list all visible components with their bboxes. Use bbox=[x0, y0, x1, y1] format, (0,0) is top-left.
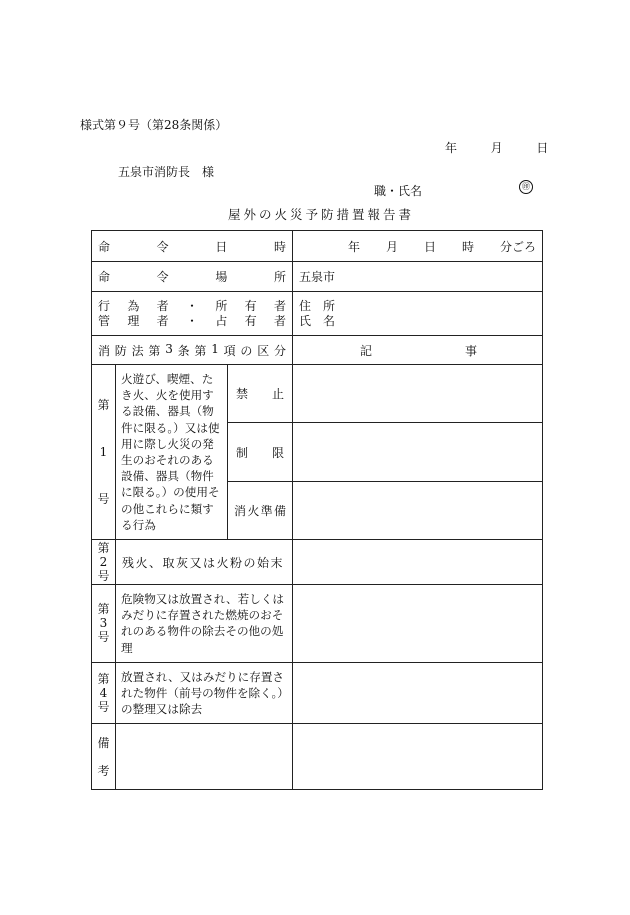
signer-label: 職・氏名 bbox=[374, 184, 423, 198]
date-unit: 年 bbox=[348, 239, 361, 254]
label-char: 2 bbox=[99, 555, 108, 570]
label-char: 事 bbox=[465, 343, 478, 358]
item2-value[interactable] bbox=[293, 540, 543, 585]
label-char: 第 bbox=[97, 602, 110, 617]
label-char: 考 bbox=[97, 763, 110, 778]
item4-description: 放置され、又はみだりに存置された物件（前号の物件を除く。）の整理又は除去 bbox=[116, 662, 293, 724]
label-char: 第 bbox=[97, 541, 110, 556]
record-header bbox=[293, 336, 543, 365]
item3-description: 危険物又は放置され、若しくはみだりに存置された燃焼のおそれのある物件の除去その他の処理 bbox=[116, 585, 293, 663]
item1-prohibit-value[interactable] bbox=[293, 365, 543, 423]
label-char: 者 bbox=[156, 313, 169, 328]
label-char: 時 bbox=[274, 239, 287, 254]
remarks-label bbox=[92, 724, 116, 790]
item1-extinguish-value[interactable] bbox=[293, 481, 543, 539]
report-date bbox=[445, 139, 548, 156]
remarks-extra-value[interactable] bbox=[293, 724, 543, 790]
label-char: 日 bbox=[215, 239, 228, 254]
label-char: 号 bbox=[97, 569, 110, 584]
date-month-label: 月 bbox=[490, 141, 503, 155]
item2-row bbox=[92, 540, 543, 585]
label-char: 占 bbox=[215, 313, 228, 328]
label-char: 備 bbox=[273, 503, 286, 518]
label-char: 制 bbox=[236, 445, 249, 460]
label-char: 第 bbox=[97, 672, 110, 687]
label-char: ・ bbox=[185, 298, 198, 313]
label-char: 第 bbox=[97, 398, 110, 413]
date-unit: 時 bbox=[461, 239, 474, 254]
persons-value[interactable] bbox=[293, 292, 543, 336]
label-char: 行 bbox=[98, 298, 111, 313]
name-label: 氏 名 bbox=[299, 313, 336, 328]
label-char: 備 bbox=[97, 735, 110, 750]
label-char: 分 bbox=[274, 343, 287, 358]
label-char: 禁 bbox=[236, 387, 249, 402]
label-char: 4 bbox=[99, 686, 108, 701]
label-char: 3 bbox=[165, 341, 173, 356]
label-char: 1 bbox=[211, 341, 219, 356]
item4-label bbox=[92, 662, 116, 724]
item3-label bbox=[92, 585, 116, 663]
label-char: 為 bbox=[127, 298, 140, 313]
label-char: 1 bbox=[99, 445, 108, 460]
date-unit: 月 bbox=[386, 239, 399, 254]
label-char: ・ bbox=[185, 313, 198, 328]
label-char: 第 bbox=[194, 343, 207, 358]
label-char: 有 bbox=[244, 298, 257, 313]
form-number: 様式第９号（第28条関係） bbox=[80, 118, 228, 132]
label-char: 号 bbox=[97, 492, 110, 507]
label-char: 令 bbox=[156, 270, 169, 284]
label-char: 者 bbox=[273, 313, 286, 328]
label-char: 者 bbox=[156, 298, 169, 313]
order-place-value[interactable]: 五泉市 bbox=[293, 262, 543, 292]
label-char: 条 bbox=[177, 343, 190, 358]
date-unit: 分ごろ bbox=[499, 239, 536, 254]
label-char: 管 bbox=[98, 313, 111, 328]
label-char: 者 bbox=[273, 298, 286, 313]
label-char: 準 bbox=[260, 503, 273, 518]
item1-description: 火遊び、喫煙、たき火、火を使用する設備、器具（物件に限る。）又は使用に際し火災の発生のおそれのある設備、器具（物件に限る。）の使用その他これらに類する行為 bbox=[116, 365, 228, 540]
label-char: 火 bbox=[247, 503, 260, 518]
label-char: 3 bbox=[99, 616, 108, 631]
label-char: 区 bbox=[257, 343, 270, 358]
label-char: 防 bbox=[114, 343, 127, 358]
order-date-row bbox=[92, 231, 543, 262]
persons-row bbox=[92, 292, 543, 336]
item1-label bbox=[92, 365, 116, 540]
item3-value[interactable] bbox=[293, 585, 543, 663]
item1-restrict-value[interactable] bbox=[293, 423, 543, 481]
date-year-label: 年 bbox=[445, 141, 458, 155]
address-label: 住 所 bbox=[299, 298, 336, 313]
label-char: 法 bbox=[131, 343, 144, 358]
label-char: 令 bbox=[156, 239, 169, 254]
order-date-label bbox=[92, 231, 293, 262]
label-char: 項 bbox=[223, 343, 236, 358]
item2-label bbox=[92, 540, 116, 585]
label-char: 有 bbox=[244, 313, 257, 328]
label-char: 限 bbox=[272, 445, 285, 460]
remarks-value[interactable] bbox=[116, 724, 293, 790]
label-char: 消 bbox=[98, 343, 111, 358]
section-header-label bbox=[92, 336, 293, 365]
item4-row bbox=[92, 662, 543, 724]
label-char: 所 bbox=[215, 298, 228, 313]
label-char: 消 bbox=[234, 503, 247, 518]
item1-row-prohibit bbox=[92, 365, 543, 423]
item1-extinguish-label bbox=[228, 481, 293, 539]
order-place-row bbox=[92, 262, 543, 292]
label-char: 場 bbox=[215, 270, 228, 284]
label-char: 命 bbox=[98, 239, 111, 254]
order-place-label bbox=[92, 262, 293, 292]
remarks-row bbox=[92, 724, 543, 790]
label-char: 止 bbox=[272, 387, 285, 402]
item2-description: 残火、取灰又は火粉の始末 bbox=[116, 540, 293, 585]
report-table bbox=[91, 230, 543, 790]
label-char: の bbox=[240, 343, 253, 358]
label-char: 理 bbox=[127, 313, 140, 328]
document-title: 屋外の火災予防措置報告書 bbox=[228, 207, 415, 222]
item1-prohibit-label bbox=[228, 365, 293, 423]
persons-label bbox=[92, 292, 293, 336]
order-date-value[interactable] bbox=[293, 231, 543, 262]
addressee: 五泉市消防長 様 bbox=[118, 165, 215, 179]
label-char: 所 bbox=[274, 270, 287, 284]
section-header-row bbox=[92, 336, 543, 365]
date-unit: 日 bbox=[424, 239, 437, 254]
date-day-label: 日 bbox=[536, 141, 549, 155]
item4-value[interactable] bbox=[293, 662, 543, 724]
label-char: 記 bbox=[360, 343, 373, 358]
label-char: 命 bbox=[98, 270, 111, 284]
item3-row bbox=[92, 585, 543, 663]
seal-mark: ㊞ bbox=[519, 180, 533, 194]
label-char: 号 bbox=[97, 700, 110, 715]
item1-restrict-label bbox=[228, 423, 293, 481]
label-char: 号 bbox=[97, 630, 110, 645]
label-char: 第 bbox=[148, 343, 161, 358]
